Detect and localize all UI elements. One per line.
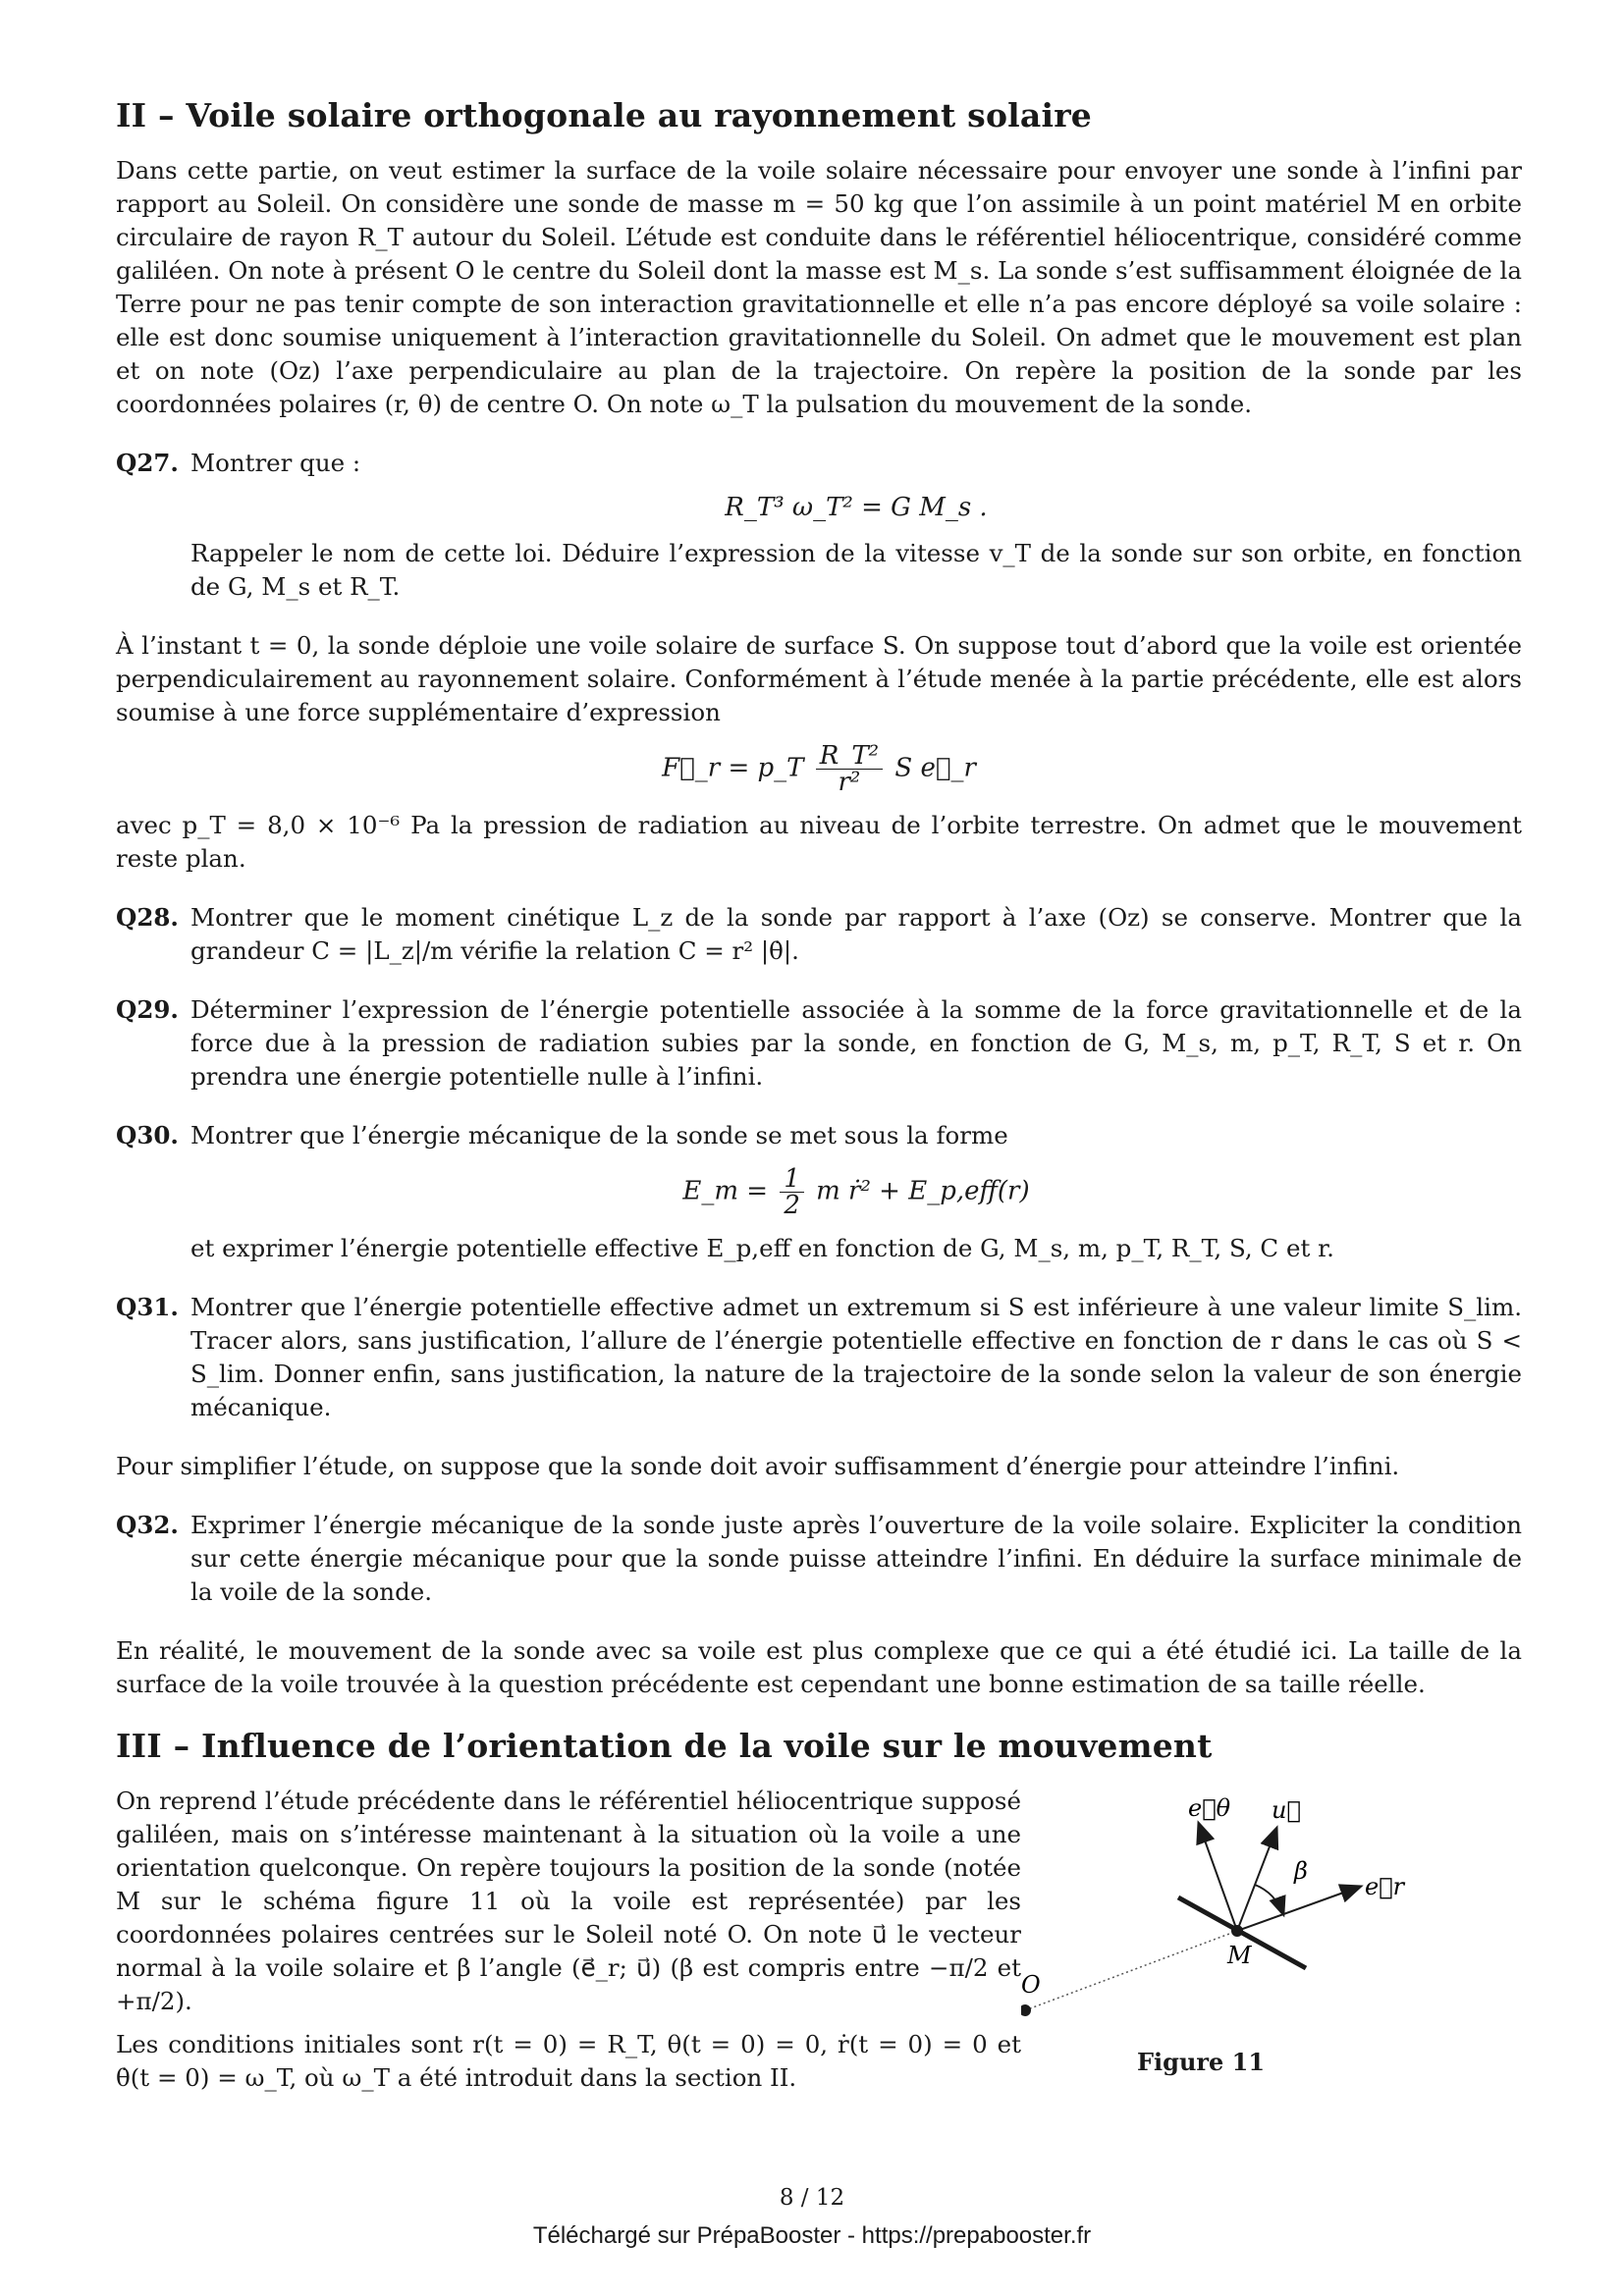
energy-denominator: 2 xyxy=(784,1191,800,1220)
figure-11 xyxy=(1021,1785,1522,2095)
u-vector xyxy=(1237,1829,1276,1931)
force-rhs: S e⃗_r xyxy=(894,753,976,783)
force-fraction xyxy=(816,743,883,795)
energy-lhs: E_m = xyxy=(682,1176,769,1206)
question-lead: Montrer que l’énergie mécanique de la sonde se met sous la forme xyxy=(190,1121,1008,1149)
question-number: Q32. xyxy=(116,1511,179,1539)
section-3-body xyxy=(116,1785,1522,2095)
simplify-paragraph: Pour simplifier l’étude, on suppose que la sonde doit avoir suffisamment d’énergie pour atteindre l’infini. xyxy=(116,1452,1400,1480)
sail-diagram xyxy=(1021,1785,1512,2079)
energy-rhs: m ṙ² + E_p,eff(r) xyxy=(816,1176,1030,1206)
question-29 xyxy=(116,993,1522,1094)
question-number: Q28. xyxy=(116,903,179,932)
energy-numerator: 1 xyxy=(780,1166,804,1193)
label-beta: β xyxy=(1294,1857,1308,1885)
question-30 xyxy=(116,1119,1522,1265)
figure-caption: Figure 11 xyxy=(1137,2048,1266,2076)
download-credit: Téléchargé sur PrépaBooster - https://prepabooster.fr xyxy=(532,2222,1092,2249)
force-lhs: F⃗_r = p_T xyxy=(662,753,804,783)
label-e-r: e⃗r xyxy=(1365,1873,1405,1900)
energy-fraction xyxy=(780,1166,804,1218)
question-28 xyxy=(116,901,1522,968)
beta-arc xyxy=(1255,1885,1283,1914)
mechanical-energy-equation xyxy=(190,1166,1522,1218)
section-3-paragraph-2: Les conditions initiales sont r(t = 0) = R_T, θ(t = 0) = 0, ṙ(t = 0) = 0 et θ̇(t = 0) = ω_T, où ω_T a été introduit dans la section II. xyxy=(116,2030,1021,2092)
section-2-title: II – Voile solaire orthogonale au rayonnement solaire xyxy=(116,96,1092,134)
question-number: Q30. xyxy=(116,1121,179,1149)
question-text: Déterminer l’expression de l’énergie potentielle associée à la somme de la force gravitationnelle et de la force due à la pression de radiation subies par la sonde, en fonction de G, M_s, m, p_T, R_T, S et r. On prendra une énergie potentielle nulle à l’infini. xyxy=(190,995,1522,1091)
question-text: Montrer que le moment cinétique L_z de la sonde par rapport à l’axe (Oz) se conserve. Montrer que la grandeur C = |L_z|/m vérifie la relation C = r² |θ̇|. xyxy=(190,903,1522,965)
section-3-paragraph-1: On reprend l’étude précédente dans le référentiel héliocentrique supposé galiléen, mais on s’intéresse maintenant à la situation où la voile a une orientation quelconque. On repère toujours la position de la sonde (notée M sur le schéma figure 11 où la voile est représentée) par les coordonnées polaires centrées sur le Soleil noté O. On note u⃗ le vecteur normal à la voile solaire et β l’angle (e⃗_r; u⃗) (β est compris entre −π/2 et +π/2). xyxy=(116,1787,1021,2015)
reality-paragraph: En réalité, le mouvement de la sonde avec sa voile est plus complexe que ce qui a été étudié ici. La taille de la surface de la voile trouvée à la question précédente est cependant une bonne estimation de sa taille réelle. xyxy=(116,1636,1522,1698)
sun-point xyxy=(1021,2004,1031,2016)
dotted-radius-line xyxy=(1025,1931,1237,2010)
force-paragraph: À l’instant t = 0, la sonde déploie une voile solaire de surface S. On suppose tout d’abord que la voile est orientée perpendiculairement au rayonnement solaire. Conformément à l’étude menée à la partie précédente, elle est alors soumise à une force supplémentaire d’expression xyxy=(116,631,1522,726)
question-text: Exprimer l’énergie mécanique de la sonde juste après l’ouverture de la voile solaire. Expliciter la condition sur cette énergie mécanique pour que la sonde puisse atteindre l’infini. En déduire la surface minimale de la voile de la sonde. xyxy=(190,1511,1522,1606)
question-number: Q27. xyxy=(116,449,179,477)
kepler-equation: R_T³ ω_T² = G M_s . xyxy=(725,493,988,522)
question-number: Q31. xyxy=(116,1293,179,1321)
page-number: 8 / 12 xyxy=(779,2185,845,2211)
question-text: Montrer que l’énergie potentielle effective admet un extremum si S est inférieure à une valeur limite S_lim. Tracer alors, sans justification, l’allure de l’énergie potentielle effective en fonction de r dans le cas où S < S_lim. Donner enfin, sans justification, la nature de la trajectoire de la sonde selon la valeur de son énergie mécanique. xyxy=(190,1293,1522,1421)
force-denominator: r² xyxy=(838,768,861,797)
question-31 xyxy=(116,1291,1522,1424)
pressure-paragraph: avec p_T = 8,0 × 10⁻⁶ Pa la pression de radiation au niveau de l’orbite terrestre. On admet que le mouvement reste plan. xyxy=(116,811,1522,873)
label-O: O xyxy=(1021,1971,1041,1999)
section-3-title: III – Influence de l’orientation de la voile sur le mouvement xyxy=(116,1727,1213,1765)
label-u: u⃗ xyxy=(1272,1796,1301,1824)
question-number: Q29. xyxy=(116,995,179,1024)
question-follow: et exprimer l’énergie potentielle effective E_p,eff en fonction de G, M_s, m, p_T, R_T, S, C et r. xyxy=(190,1234,1334,1262)
question-27 xyxy=(116,447,1522,604)
e-r-vector xyxy=(1237,1887,1360,1931)
section-2-intro: Dans cette partie, on veut estimer la surface de la voile solaire nécessaire pour envoyer une sonde à l’infini par rapport au Soleil. On considère une sonde de masse m = 50 kg que l’on assimile à un point matériel M en orbite circulaire de rayon R_T autour du Soleil. L’étude est conduite dans le référentiel héliocentrique, considéré comme galiléen. On note à présent O le centre du Soleil dont la masse est M_s. La sonde s’est suffisamment éloignée de la Terre pour ne pas tenir compte de son interaction gravitationnelle et elle n’a pas encore déployé sa voile solaire : elle est donc soumise uniquement à l’interaction gravitationnelle du Soleil. On admet que le mouvement est plan et on note (Oz) l’axe perpendiculaire au plan de la trajectoire. On repère la position de la sonde par les coordonnées polaires (r, θ) de centre O. On note ω_T la pulsation du mouvement de la sonde. xyxy=(116,156,1522,418)
force-numerator: R_T² xyxy=(816,743,883,770)
question-follow: Rappeler le nom de cette loi. Déduire l’expression de la vitesse v_T de la sonde sur son orbite, en fonction de G, M_s et R_T. xyxy=(190,539,1522,601)
radiation-force-equation xyxy=(116,743,1522,795)
question-32 xyxy=(116,1509,1522,1609)
page-content xyxy=(116,86,1522,2095)
label-e-theta: e⃗θ xyxy=(1188,1794,1231,1822)
question-lead: Montrer que : xyxy=(190,449,361,477)
label-M: M xyxy=(1227,1942,1252,1969)
